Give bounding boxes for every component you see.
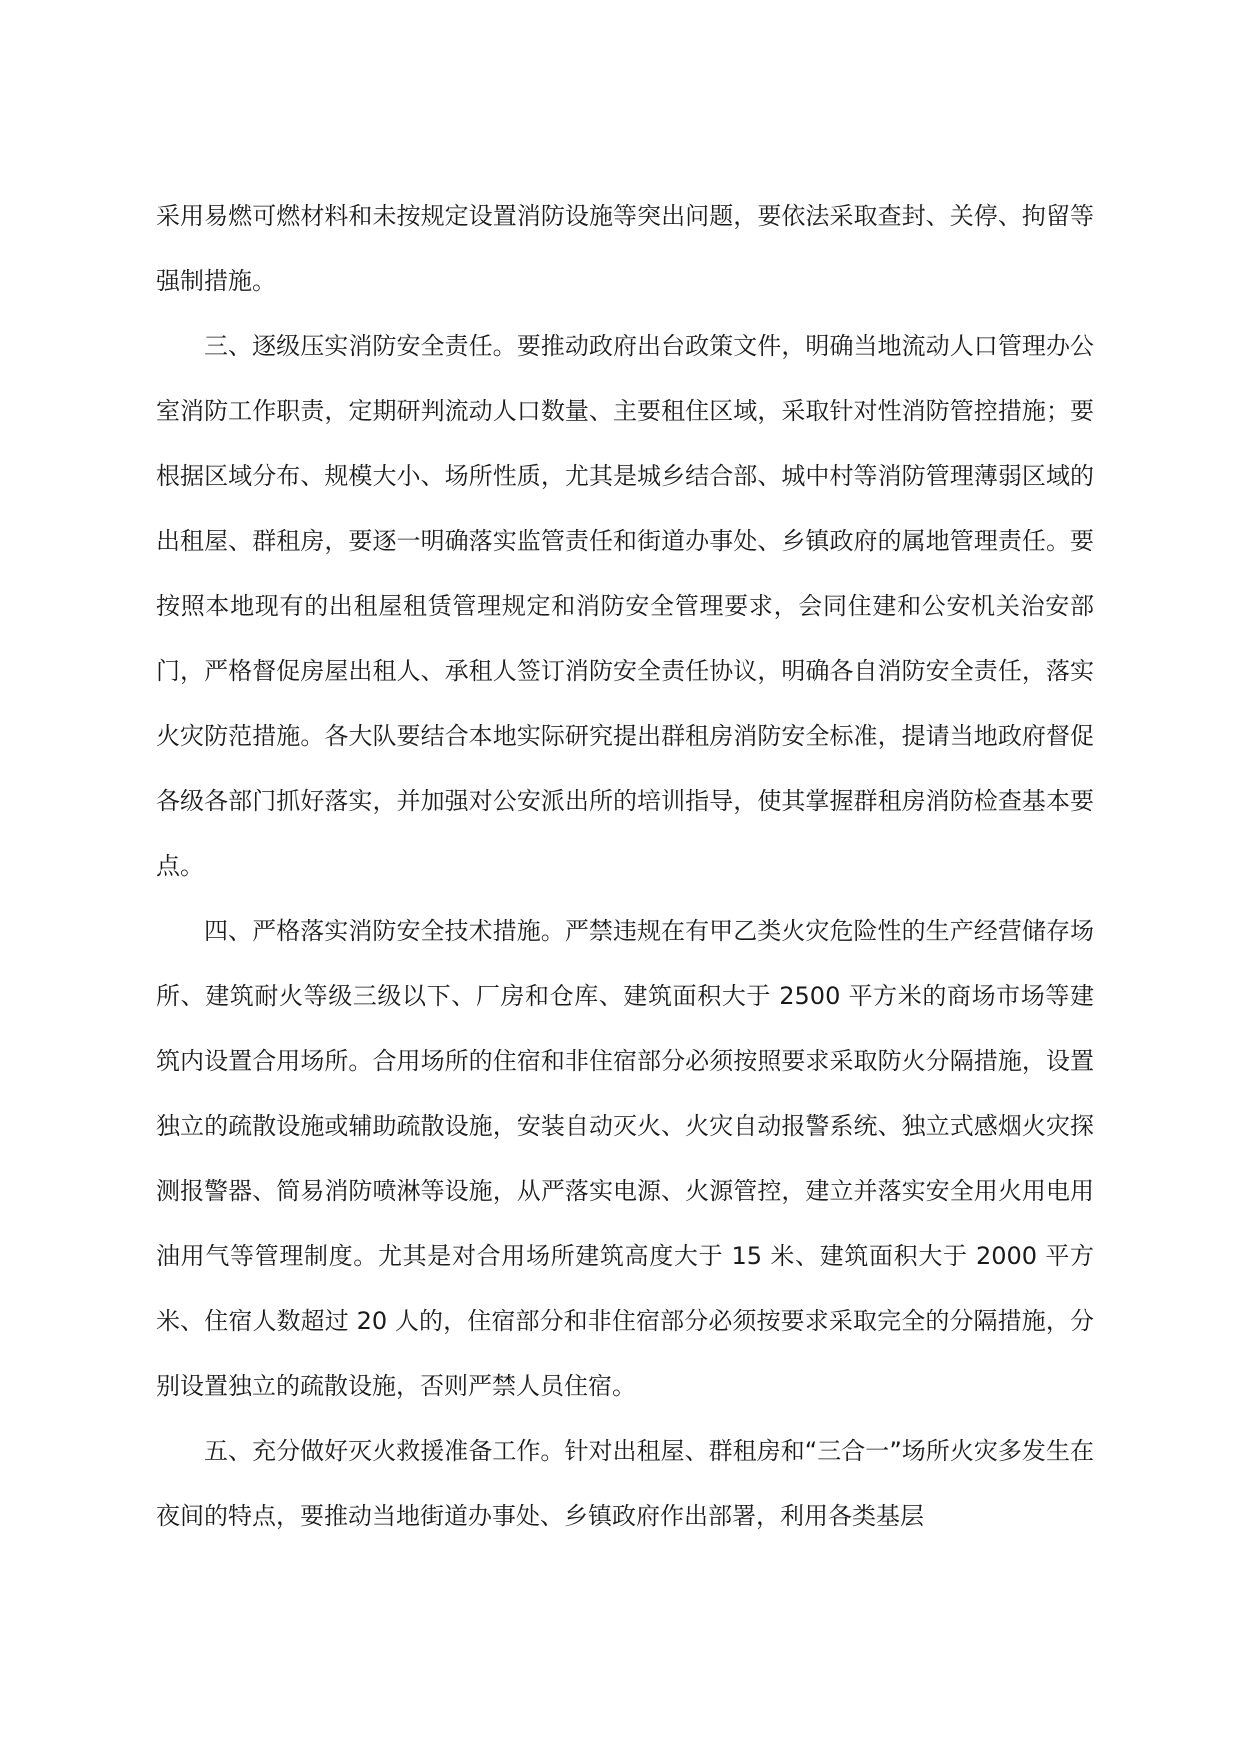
document-body	[156, 184, 1094, 1549]
paragraph-section-four: 四、严格落实消防安全技术措施。严禁违规在有甲乙类火灾危险性的生产经营储存场所、建筑耐火等级三级以下、厂房和仓库、建筑面积大于 2500 平方米的商场市场等建筑内设置合用场所。合用场所的住宿和非住宿部分必须按照要求采取防火分隔措施，设置独立的疏散设施或辅助疏散设施，安装自动灭火、火灾自动报警系统、独立式感烟火灾探测报警器、简易消防喷淋等设施，从严落实电源、火源管控，建立并落实安全用火用电用油用气等管理制度。尤其是对合用场所建筑高度大于 15 米、建筑面积大于 2000 平方米、住宿人数超过 20 人的，住宿部分和非住宿部分必须按要求采取完全的分隔措施，分别设置独立的疏散设施，否则严禁人员住宿。	[156, 917, 1094, 1400]
paragraph-continuation: 采用易燃可燃材料和未按规定设置消防设施等突出问题，要依法采取查封、关停、拘留等强制措施。	[156, 202, 1094, 295]
paragraph-section-three: 三、逐级压实消防安全责任。要推动政府出台政策文件，明确当地流动人口管理办公室消防工作职责，定期研判流动人口数量、主要租住区域，采取针对性消防管控措施；要根据区域分布、规模大小、场所性质，尤其是城乡结合部、城中村等消防管理薄弱区域的出租屋、群租房，要逐一明确落实监管责任和街道办事处、乡镇政府的属地管理责任。要按照本地现有的出租屋租赁管理规定和消防安全管理要求，会同住建和公安机关治安部门，严格督促房屋出租人、承租人签订消防安全责任协议，明确各自消防安全责任，落实火灾防范措施。各大队要结合本地实际研究提出群租房消防安全标准，提请当地政府督促各级各部门抓好落实，并加强对公安派出所的培训指导，使其掌握群租房消防检查基本要点。	[156, 332, 1094, 880]
paragraph-section-five: 五、充分做好灭火救援准备工作。针对出租屋、群租房和“三合一”场所火灾多发生在夜间的特点，要推动当地街道办事处、乡镇政府作出部署，利用各类基层	[156, 1437, 1094, 1530]
